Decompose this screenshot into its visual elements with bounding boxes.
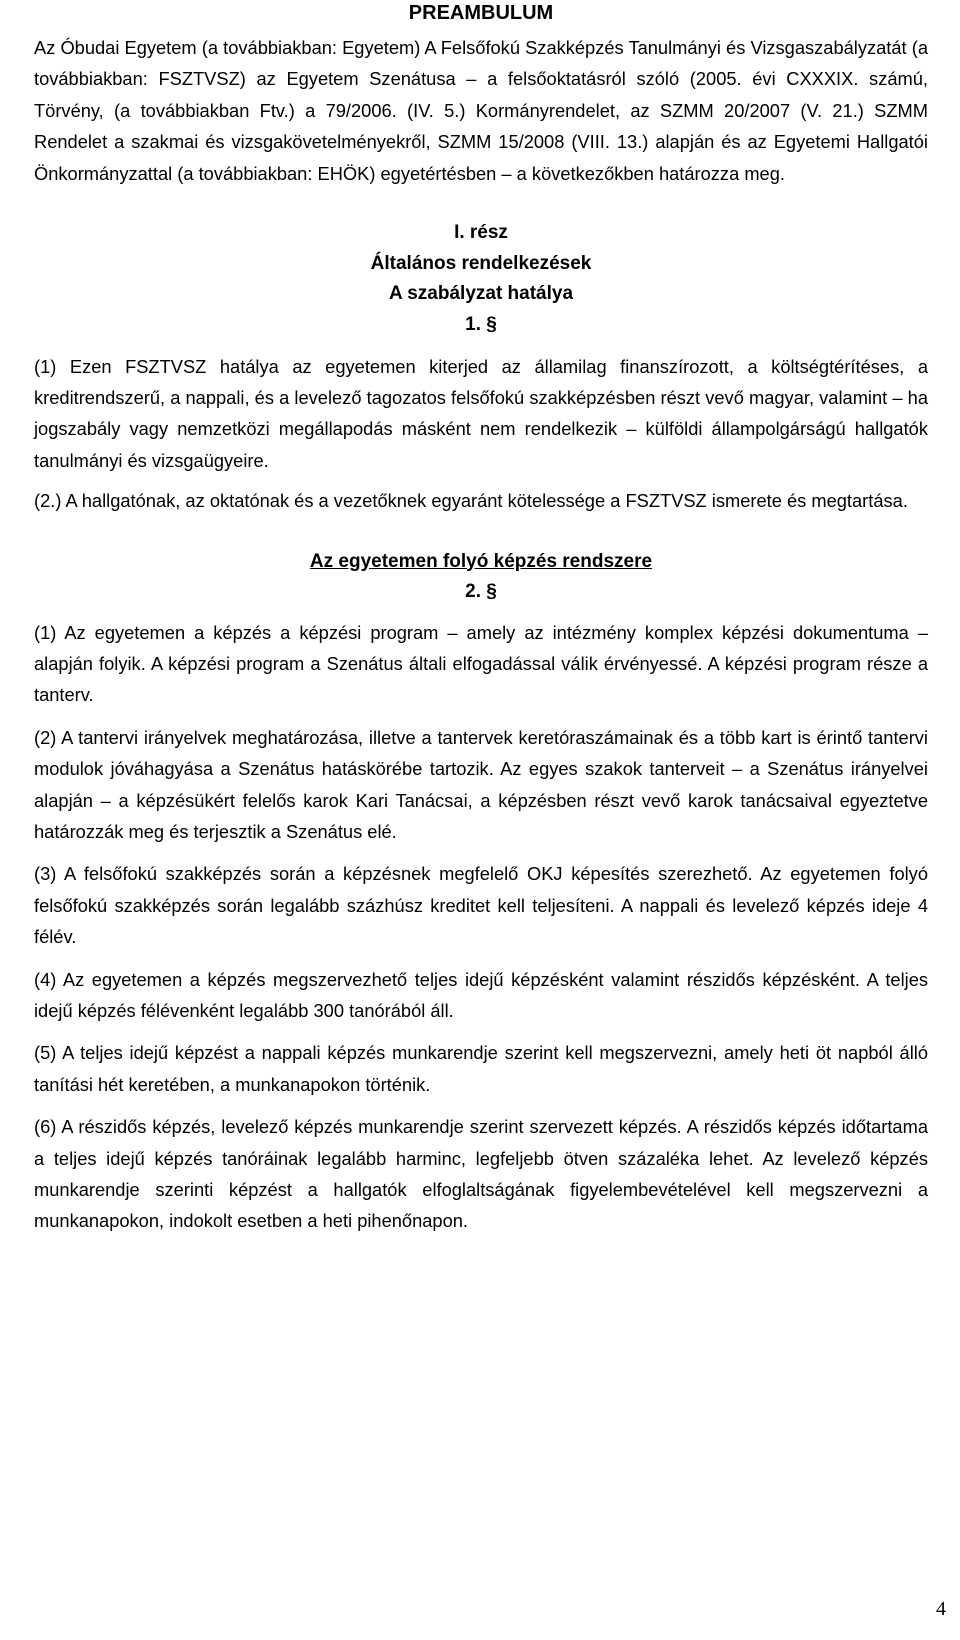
document-page [34, 0, 928, 1237]
section-2-paragraph-4: (4) Az egyetemen a képzés megszervezhető teljes idejű képzésként valamint részidős képzésként. A teljes idejű képzés félévenként legalább 300 tanórából áll. [34, 968, 928, 1022]
section-1-number: 1. § [465, 313, 497, 335]
section-2-number: 2. § [465, 580, 497, 602]
section-2-paragraph-2: (2) A tantervi irányelvek meghatározása, illetve a tantervek keretóraszámainak és a több kart is érintő tantervi modulok jóváhagyása a Szenátus hatáskörébe tartozik. Az egyes szakok tanterveit – a Szenátus irányelvei alapján – a képzésükért felelős karok Kari Tanácsai, a képzésben részt vevő karok tanácsaival egyeztetve határozzák meg és terjesztik a Szenátus elé. [34, 726, 928, 842]
part-title: Általános rendelkezések [370, 252, 592, 274]
chapter-title: A szabályzat hatálya [388, 283, 574, 305]
section-2-paragraph-5: (5) A teljes idejű képzést a nappali képzés munkarendje szerint kell megszervezni, amely heti öt napból álló tanítási hét keretében, a munkanapokon történik. [34, 1042, 928, 1095]
page-number: 4 [936, 1598, 946, 1620]
section-2-paragraph-1: (1) Az egyetemen a képzés a képzési program – amely az intézmény komplex képzési dokumentuma – alapján folyik. A képzési program a Szenátus általi elfogadással válik érvényessé. A képzési program része a tanterv. [34, 621, 928, 706]
part-label: I. rész [454, 222, 508, 244]
section-2-paragraph-6: (6) A részidős képzés, levelező képzés munkarendje szerint szervezett képzés. A részidős képzés időtartama a teljes idejű képzés tanóráinak legalább harminc, legfeljebb ötven százaléka lehet. Az levelező képzés munkarendje szerinti képzést a hallgatók elfoglaltságának figyelembevételével kell megszervezni a munkanapokon, indokolt esetben a heti pihenőnapon. [34, 1116, 928, 1232]
section-1-paragraph-2: (2.) A hallgatónak, az oktatónak és a vezetőknek egyaránt kötelessége a FSZTVSZ ismerete és megtartása. [34, 490, 908, 512]
section-2-paragraph-3: (3) A felsőfokú szakképzés során a képzésnek megfelelő OKJ képesítés szerezhető. Az egyetemen folyó felsőfokú szakképzés során legalább százhúsz kreditet kell teljesíteni. A nappali és levelező képzés ideje 4 félév. [34, 863, 928, 948]
subsection-title: Az egyetemen folyó képzés rendszere [309, 550, 653, 572]
section-1-paragraph-1: (1) Ezen FSZTVSZ hatálya az egyetemen kiterjed az államilag finanszírozott, a költségtérítéses, a kreditrendszerű, a nappali, és a levelező tagozatos felsőfokú szakképzésben részt vevő magyar, valamint – ha jogszabály vagy nemzetközi megállapodás másként nem rendelkezik – külföldi állampolgárságú hallgatók tanulmányi és vizsgaügyeire. [34, 355, 928, 471]
preamble-paragraph: Az Óbudai Egyetem (a továbbiakban: Egyetem) A Felsőfokú Szakképzés Tanulmányi és Vizsgaszabályzatát (a továbbiakban: FSZTVSZ) az Egyetem Szenátusa – a felsőoktatásról szóló (2005. évi CXXXIX. számú, Törvény, (a továbbiakban Ftv.) a 79/2006. (IV. 5.) Kormányrendelet, az SZMM 20/2007 (V. 21.) SZMM Rendelet a szakmai és vizsgakövetelményekről, SZMM 15/2008 (VIII. 13.) alapján és az Egyetemi Hallgatói Önkormányzattal (a továbbiakban: EHÖK) egyetértésben – a következőkben határozza meg. [34, 37, 928, 184]
preamble-title: PREAMBULUM [408, 2, 554, 24]
